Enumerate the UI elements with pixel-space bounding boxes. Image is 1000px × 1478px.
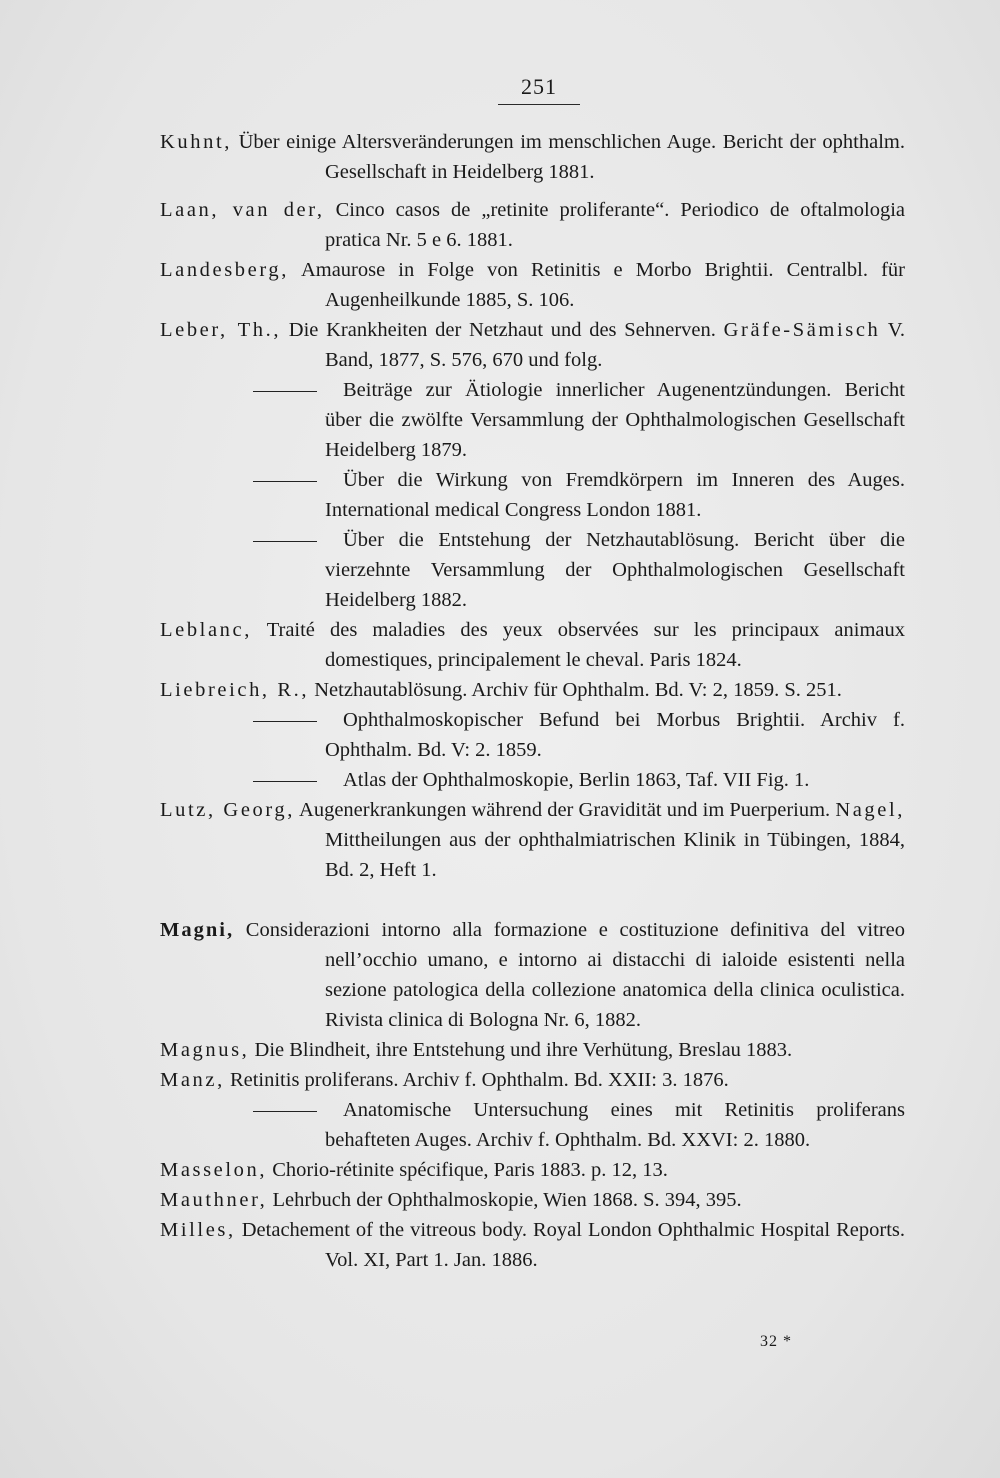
entry-text: Über die Entstehung der Netzhautablösung. Bericht über die vierzehnte Versammlung der Ophthalmologischen Gesellschaft Heidelberg 1882. [325, 529, 905, 611]
entry-author: Liebreich, R., [160, 679, 310, 701]
bibliography-entry-kuhnt [160, 127, 905, 187]
entry-text: Die Blindheit, ihre Entstehung und ihre Verhütung, Breslau 1883. [254, 1039, 793, 1061]
entry-text: Lehrbuch der Ophthalmoskopie, Wien 1868. S. 394, 395. [272, 1189, 742, 1211]
entry-author: Landesberg, [160, 259, 289, 281]
entry-text: Atlas der Ophthalmoskopie, Berlin 1863, Taf. VII Fig. 1. [343, 769, 810, 791]
entry-text: Mittheilungen aus der ophthalmiatrischen Klinik in Tübingen, 1884, Bd. 2, Heft 1. [325, 829, 905, 881]
bibliography-entry-leber-2 [160, 375, 905, 465]
entry-author: Leblanc, [160, 619, 252, 641]
entry-author: Laan, van der, [160, 199, 325, 221]
entry-text: Considerazioni intorno alla formazione e costituzione definitiva del vitreo nell’occhio umano, e intorno ai distacchi di ialoide esistenti nella sezione patologica della collezione anatomica della clinica oculistica. Rivista clinica di Bologna Nr. 6, 1882. [245, 919, 906, 1031]
ditto-dash [253, 481, 317, 482]
entry-author: Manz, [160, 1069, 225, 1091]
entry-text: Über die Wirkung von Fremdkörpern im Inneren des Auges. International medical Congress London 1881. [325, 469, 905, 521]
ditto-dash [253, 391, 317, 392]
bibliography-entry-liebreich-3 [160, 765, 905, 795]
entry-author: Kuhnt, [160, 131, 232, 153]
entry-text: Retinitis proliferans. Archiv f. Ophthalm. Bd. XXII: 3. 1876. [229, 1069, 729, 1091]
bibliography-entry-leber-4 [160, 525, 905, 615]
bibliography-entry-liebreich-2 [160, 705, 905, 765]
bibliography-entry-magnus [160, 1035, 905, 1065]
ditto-dash [253, 781, 317, 782]
ditto-dash [253, 541, 317, 542]
bibliography-entry-leber [160, 315, 905, 375]
entry-text: Chorio-rétinite spécifique, Paris 1883. p. 12, 13. [272, 1159, 668, 1181]
entry-text: Amaurose in Folge von Retinitis e Morbo Brightii. Centralbl. für Augenheilkunde 1885, S. 106. [300, 259, 905, 311]
bibliography-entry-manz-2 [160, 1095, 905, 1155]
entry-text: Cinco casos de „retinite proliferante“. Periodico de oftalmologia pratica Nr. 5 e 6. 1881. [325, 199, 906, 251]
entry-author: Leber, Th., [160, 319, 282, 341]
entry-author: Masselon, [160, 1159, 268, 1181]
entry-text: Über einige Altersveränderungen im menschlichen Auge. Bericht der ophthalm. Gesellschaft in Heidelberg 1881. [238, 131, 905, 183]
entry-author: Magni, [160, 919, 235, 941]
bibliography-entry-leblanc [160, 615, 905, 675]
sheet-signature-mark: 32 * [760, 1333, 792, 1350]
page-number-rule [498, 104, 580, 105]
entry-text: Traité des maladies des yeux observées sur les principaux animaux domestiques, principalement le cheval. Paris 1824. [266, 619, 905, 671]
entry-author: Magnus, [160, 1039, 250, 1061]
bibliography-entry-mauthner [160, 1185, 905, 1215]
entry-text: Detachement of the vitreous body. Royal London Ophthalmic Hospital Reports. Vol. XI, Part 1. Jan. 1886. [241, 1219, 906, 1271]
entry-author: Mauthner, [160, 1189, 268, 1211]
bibliography-entry-leber-3 [160, 465, 905, 525]
bibliography-entry-magni [160, 915, 905, 1035]
entry-text: V. Band, 1877, S. 576, 670 und folg. [325, 319, 906, 371]
entry-author: Lutz, Georg, [160, 799, 296, 821]
bibliography-entry-lutz [160, 795, 905, 885]
entry-text: Augenerkrankungen während der Gravidität und im Puerperium. [299, 799, 831, 821]
bibliography-list [160, 127, 905, 1275]
bibliography-entry-landesberg [160, 255, 905, 315]
bibliography-entry-milles [160, 1215, 905, 1275]
bibliography-entry-manz [160, 1065, 905, 1095]
ditto-dash [253, 721, 317, 722]
entry-author: Milles, [160, 1219, 236, 1241]
entry-spaced-name: Nagel, [835, 799, 905, 821]
entry-text: Netzhautablösung. Archiv für Ophthalm. Bd. V: 2, 1859. S. 251. [314, 679, 842, 701]
entry-text: Anatomische Untersuchung eines mit Retinitis proliferans behafteten Auges. Archiv f. Ophthalm. Bd. XXVI: 2. 1880. [325, 1099, 905, 1151]
bibliography-entry-laan [160, 195, 905, 255]
entry-text: Beiträge zur Ätiologie innerlicher Augenentzündungen. Bericht über die zwölfte Versammlung der Ophthalmologischen Gesellschaft Heidelberg 1879. [325, 379, 905, 461]
entry-text: Die Krankheiten der Netzhaut und des Sehnerven. [288, 319, 716, 341]
entry-text: Ophthalmoskopischer Befund bei Morbus Brightii. Archiv f. Ophthalm. Bd. V: 2. 1859. [325, 709, 905, 761]
bibliography-entry-masselon [160, 1155, 905, 1185]
page-number: 251 [521, 74, 557, 99]
bibliography-entry-liebreich [160, 675, 905, 705]
ditto-dash [253, 1111, 317, 1112]
entry-spaced-name: Gräfe-Sämisch [723, 319, 881, 341]
